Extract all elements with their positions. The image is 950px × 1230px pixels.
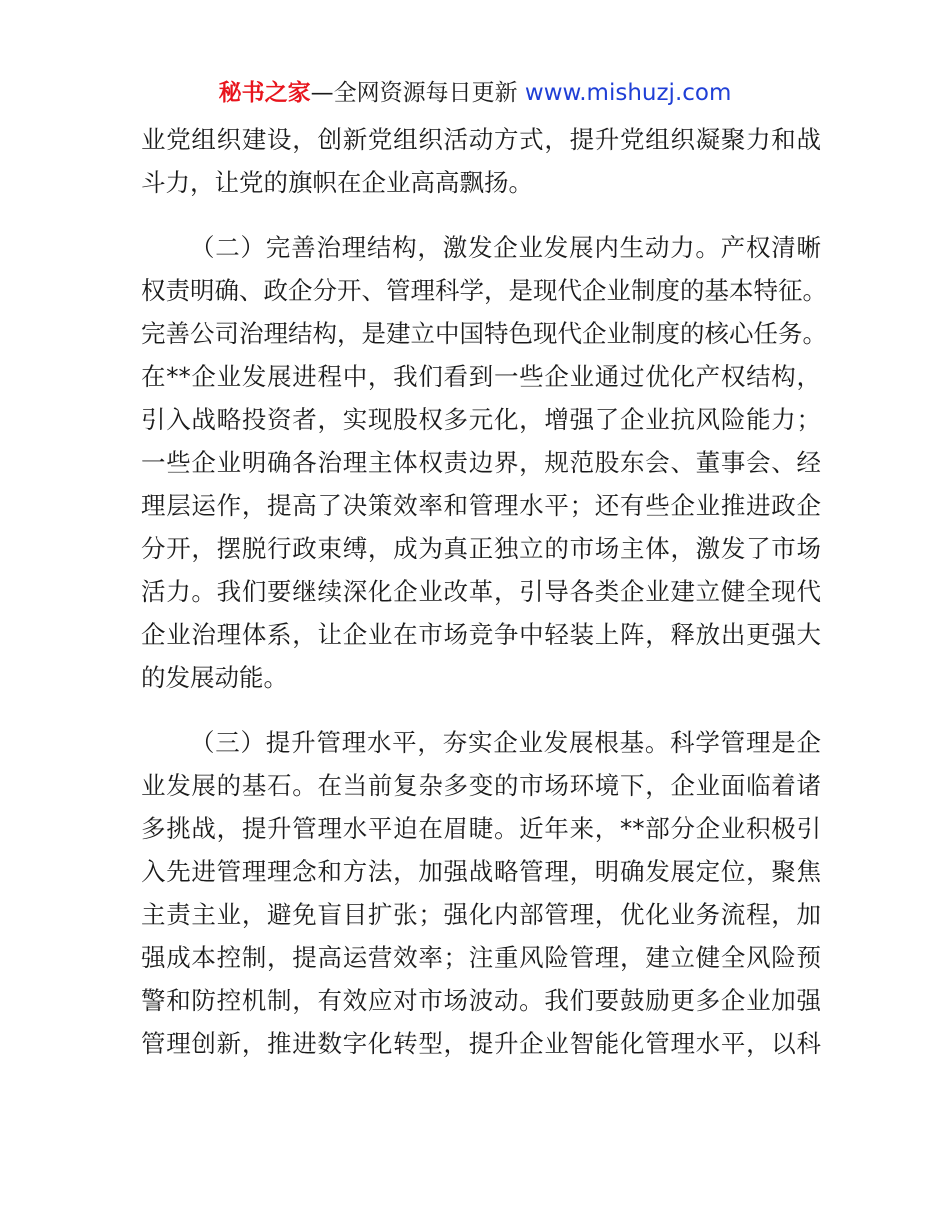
- text-line: 权责明确、政企分开、管理科学，是现代企业制度的基本特征。: [141, 276, 827, 305]
- section-heading-line: （三）提升管理水平，夯实企业发展根基。科学管理是企: [190, 728, 821, 757]
- text-line: 警和防控机制，有效应对市场波动。我们要鼓励更多企业加强: [141, 986, 821, 1015]
- text-line: 斗力，让党的旗帜在企业高高飘扬。: [141, 168, 533, 197]
- text-line: 业党组织建设，创新党组织活动方式，提升党组织凝聚力和战: [141, 125, 821, 154]
- text-line: 一些企业明确各治理主体权责边界，规范股东会、董事会、经: [141, 448, 821, 477]
- text-line: 的发展动能。: [141, 663, 288, 692]
- text-line: 管理创新，推进数字化转型，提升企业智能化管理水平，以科: [141, 1029, 821, 1058]
- paragraph-management-level: [141, 721, 821, 1065]
- section-heading-line: （二）完善治理结构，激发企业发展内生动力。产权清晰: [190, 233, 821, 262]
- text-line: 主责主业，避免盲目扩张；强化内部管理，优化业务流程，加: [141, 900, 821, 929]
- text-line: 活力。我们要继续深化企业改革，引导各类企业建立健全现代: [141, 577, 821, 606]
- document-body: [141, 118, 827, 1087]
- text-line: 完善公司治理结构，是建立中国特色现代企业制度的核心任务。: [141, 319, 827, 348]
- text-line: 强成本控制，提高运营效率；注重风险管理，建立健全风险预: [141, 943, 821, 972]
- text-line: 理层运作，提高了决策效率和管理水平；还有些企业推进政企: [141, 491, 821, 520]
- site-brand: 秘书之家: [218, 80, 311, 106]
- site-url-link[interactable]: www.mishuzj.com: [524, 80, 732, 106]
- text-line: 多挑战，提升管理水平迫在眉睫。近年来，**部分企业积极引: [141, 814, 821, 843]
- paragraph-governance-structure: [141, 226, 827, 699]
- text-line: 引入战略投资者，实现股权多元化，增强了企业抗风险能力；: [141, 405, 821, 434]
- text-line: 入先进管理理念和方法，加强战略管理，明确发展定位，聚焦: [141, 857, 821, 886]
- site-header: [0, 76, 950, 110]
- paragraph-party-building: [141, 118, 821, 204]
- text-line: 业发展的基石。在当前复杂多变的市场环境下，企业面临着诸: [141, 771, 821, 800]
- text-line: 分开，摆脱行政束缚，成为真正独立的市场主体，激发了市场: [141, 534, 821, 563]
- text-line: 企业治理体系，让企业在市场竞争中轻装上阵，释放出更强大: [141, 620, 821, 649]
- text-line: 在**企业发展进程中，我们看到一些企业通过优化产权结构，: [141, 362, 821, 391]
- site-tagline: —全网资源每日更新: [310, 80, 525, 106]
